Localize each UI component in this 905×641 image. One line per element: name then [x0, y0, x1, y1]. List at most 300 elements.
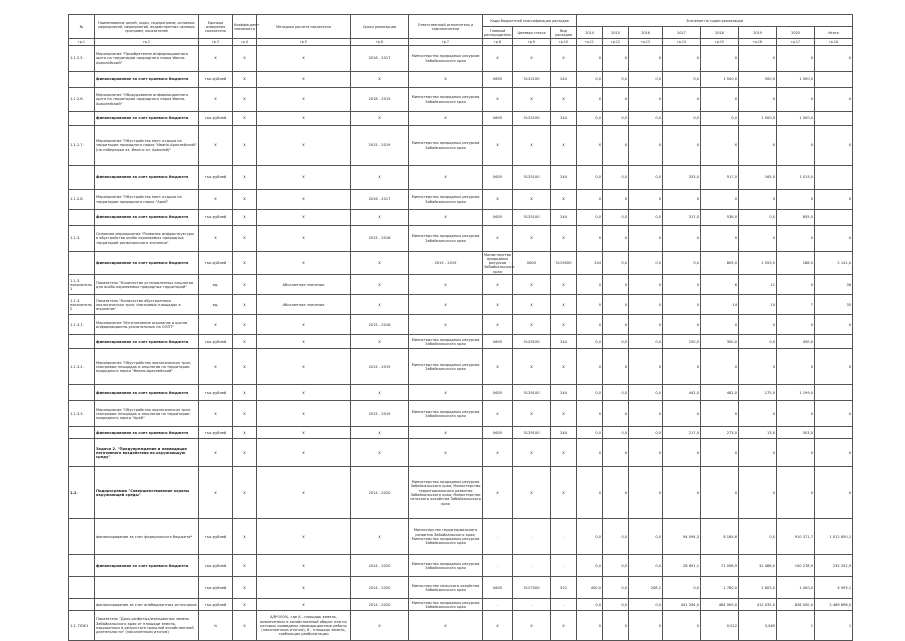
table-cell: 244: [551, 112, 577, 126]
header-name: Наименование целей, задач, подпрограмм, основных мероприятий, мероприятий, ведомственных целевых программ, показателей: [95, 15, 199, 39]
table-cell: 1.2. ПОК1: [69, 611, 95, 641]
table-cell: 2 489 898,0: [815, 599, 853, 611]
table-cell: 0,0: [603, 555, 629, 577]
table-cell: X: [739, 126, 777, 166]
column-number: гр.10: [551, 39, 577, 46]
table-cell: X: [603, 190, 629, 210]
table-cell: X: [483, 401, 513, 427]
table-row: [69, 385, 853, 401]
table-cell: X: [233, 88, 257, 112]
table-cell: 0: [603, 275, 629, 295]
table-cell: X: [233, 252, 257, 275]
table-cell: X: [257, 519, 351, 555]
column-number: гр.2: [95, 39, 199, 46]
table-cell: X: [199, 226, 233, 252]
table-cell: 0,0: [629, 112, 663, 126]
table-cell: 35: [815, 295, 853, 315]
header-term: Сроки реализации: [351, 15, 409, 39]
table-cell: X: [551, 439, 577, 467]
table-cell: [69, 427, 95, 439]
table-cell: 0605: [513, 252, 551, 275]
table-cell: 0,0: [629, 555, 663, 577]
table-row: [69, 295, 853, 315]
table-cell: X: [483, 190, 513, 210]
table-cell: 0,0: [603, 519, 629, 555]
table-cell: X: [701, 349, 739, 385]
table-cell: 1 500,0: [701, 72, 739, 88]
table-cell: X: [409, 275, 483, 295]
table-cell: 1.1.2.6.: [69, 88, 95, 112]
table-cell: X: [233, 439, 257, 467]
table-cell: X: [551, 401, 577, 427]
table-cell: X: [409, 72, 483, 88]
table-cell: [69, 519, 95, 555]
table-cell: X: [629, 88, 663, 112]
table-cell: -: [551, 599, 577, 611]
table-cell: X: [739, 439, 777, 467]
table-cell: X: [663, 401, 701, 427]
table-cell: X: [233, 555, 257, 577]
table-cell: -: [483, 599, 513, 611]
table-cell: тыс.рублей: [199, 166, 233, 190]
table-cell: [69, 335, 95, 349]
header-year-2014: 2014: [577, 27, 603, 39]
table-cell: 1 012 650,1: [815, 519, 853, 555]
table-cell: 5125100: [513, 210, 551, 226]
table-cell: тыс.рублей: [199, 210, 233, 226]
table-cell: X: [483, 439, 513, 467]
table-cell: X: [233, 126, 257, 166]
table-cell: X: [603, 315, 629, 335]
table-cell: 244: [551, 210, 577, 226]
table-cell: 2015 - 2019: [409, 252, 483, 275]
table-cell: 0605: [483, 427, 513, 439]
table-cell: X: [483, 88, 513, 112]
table-cell: 14: [701, 295, 739, 315]
table-cell: X: [233, 577, 257, 599]
table-cell: 0: [629, 295, 663, 315]
table-cell: 2016 - 2017: [351, 46, 409, 72]
table-cell: X: [233, 519, 257, 555]
column-number: гр.3: [199, 39, 233, 46]
table-cell: 333,0: [663, 166, 701, 190]
table-cell: X: [577, 315, 603, 335]
table-cell: X: [551, 295, 577, 315]
table-cell: 0: [663, 611, 701, 641]
table-cell: X: [513, 126, 551, 166]
table-cell: X: [739, 315, 777, 335]
column-number: гр.7: [409, 39, 483, 46]
table-cell: 0: [663, 295, 701, 315]
table-row: [69, 275, 853, 295]
table-cell: 1.2.: [69, 467, 95, 519]
table-cell: 0,0: [603, 166, 629, 190]
table-cell: X: [603, 46, 629, 72]
table-cell: Министерство природных ресурсов Забайкальского края: [409, 46, 483, 72]
table-cell: 0,0: [629, 519, 663, 555]
table-cell: 36: [815, 275, 853, 295]
table-cell: X: [351, 611, 409, 641]
table-cell: X: [739, 226, 777, 252]
table-cell: 826 000,0: [777, 599, 815, 611]
program-table: [68, 14, 853, 641]
table-row: [69, 166, 853, 190]
table-cell: 0,0: [739, 335, 777, 349]
table-cell: X: [663, 46, 701, 72]
table-cell: 517,0: [701, 166, 739, 190]
table-cell: X: [815, 401, 853, 427]
table-cell: X: [483, 349, 513, 385]
table-cell: 5125100: [513, 112, 551, 126]
table-cell: [69, 555, 95, 577]
table-cell: X: [663, 190, 701, 210]
table-cell: 0,0: [629, 599, 663, 611]
table-cell: X: [629, 46, 663, 72]
table-cell: Министерство природных ресурсов Забайкальского края: [409, 401, 483, 427]
table-cell: 0,0: [577, 335, 603, 349]
table-cell: 28 691,1: [663, 555, 701, 577]
table-cell: X: [603, 401, 629, 427]
table-cell: 14: [739, 295, 777, 315]
table-cell: X: [233, 611, 257, 641]
table-cell: 94 094,3: [663, 519, 701, 555]
table-cell: 300,0: [701, 335, 739, 349]
table-cell: X: [483, 295, 513, 315]
table-cell: Подпрограмма "Совершенствование охраны окружающей среды": [95, 467, 199, 519]
table-row: [69, 519, 853, 555]
table-cell: 244: [551, 335, 577, 349]
header-coef: Коэффициент значимости: [233, 15, 257, 39]
table-cell: тыс.рублей: [199, 112, 233, 126]
table-row: [69, 190, 853, 210]
table-cell: 6: [701, 275, 739, 295]
table-cell: X: [701, 226, 739, 252]
table-cell: 1.1.3.3.: [69, 401, 95, 427]
table-cell: 1.1.3.: [69, 226, 95, 252]
table-cell: X: [199, 349, 233, 385]
table-cell: Абсолютное значение: [257, 275, 351, 295]
table-cell: 188,0: [777, 252, 815, 275]
table-cell: X: [233, 166, 257, 190]
table-cell: X: [777, 88, 815, 112]
table-cell: X: [551, 88, 577, 112]
table-cell: 13,0: [739, 427, 777, 439]
column-number: гр.11: [577, 39, 603, 46]
table-cell: X: [663, 439, 701, 467]
table-cell: 0,0: [603, 599, 629, 611]
table-cell: X: [629, 349, 663, 385]
table-cell: Мероприятие "Обустройство мест отдыха на территории природного парка "Ивано-Арахлейский" (на побережье оз. Иван и оз. Арахлей)": [95, 126, 199, 166]
column-number: гр.17: [777, 39, 815, 46]
table-cell: X: [233, 226, 257, 252]
table-cell: Задача 2. "Предупреждение и ликвидация негативного воздействия на окружающую среду": [95, 439, 199, 467]
table-cell: 0605: [483, 335, 513, 349]
table-cell: X: [351, 252, 409, 275]
table-cell: 2016 - 2017: [351, 190, 409, 210]
table-cell: X: [257, 439, 351, 467]
table-cell: финансирование за счет краевого бюджета: [95, 166, 199, 190]
header-code-target: Целевая статья: [513, 27, 551, 39]
table-cell: 2018 - 2019: [351, 88, 409, 112]
table-cell: тыс.рублей: [199, 427, 233, 439]
table-cell: X: [257, 112, 351, 126]
table-cell: 1: [815, 611, 853, 641]
table-cell: 244: [551, 385, 577, 401]
table-cell: X: [351, 385, 409, 401]
table-row: [69, 599, 853, 611]
table-cell: 165,0: [739, 166, 777, 190]
table-cell: 500,0: [739, 72, 777, 88]
table-cell: 5125100: [513, 72, 551, 88]
table-cell: Показатель "Количество установленных аншлагов для особо охраняемых природных территорий": [95, 275, 199, 295]
table-cell: X: [257, 555, 351, 577]
table-cell: 1.1.2.5.: [69, 46, 95, 72]
table-cell: тыс.рублей: [199, 385, 233, 401]
table-cell: 32 486,0: [739, 555, 777, 577]
table-cell: 0,0: [663, 252, 701, 275]
table-cell: 0,012: [701, 611, 739, 641]
table-cell-empty: [815, 72, 853, 88]
table-cell: X: [257, 252, 351, 275]
table-cell: X: [257, 126, 351, 166]
table-cell: X: [577, 126, 603, 166]
header-year-2020: 2020: [777, 27, 815, 39]
table-cell: X: [629, 315, 663, 335]
table-cell: X: [603, 467, 629, 519]
table-cell: X: [351, 210, 409, 226]
table-cell: Министерство природных ресурсов Забайкальского края: [484, 252, 515, 274]
table-cell: 1 199,0: [777, 385, 815, 401]
table-cell: X: [577, 467, 603, 519]
table-cell: X: [701, 46, 739, 72]
table-cell: 0,0: [603, 385, 629, 401]
table-cell: тыс.рублей: [199, 599, 233, 611]
table-cell: 522: [551, 577, 577, 599]
table-cell: 1.1.3.2.: [69, 349, 95, 385]
table-cell: X: [257, 88, 351, 112]
table-cell: X: [409, 315, 483, 335]
table-cell: X: [199, 439, 233, 467]
table-cell: [69, 112, 95, 126]
table-cell: [69, 166, 95, 190]
table-cell: X: [233, 190, 257, 210]
table-cell: финансирование за счет краевого бюджета: [95, 335, 199, 349]
table-cell: X: [577, 349, 603, 385]
table-cell: X: [701, 401, 739, 427]
table-cell: 809,0: [701, 252, 739, 275]
table-cell-empty: [815, 335, 853, 349]
table-cell: финансирование за счет федерального бюджета*: [95, 519, 199, 555]
table-cell: 0,0: [603, 210, 629, 226]
table-cell: 317,0: [663, 210, 701, 226]
table-cell: 0: [663, 275, 701, 295]
table-cell: 1 500,0: [739, 112, 777, 126]
table-cell: X: [233, 295, 257, 315]
table-cell: X: [739, 467, 777, 519]
table-cell: 0: [629, 611, 663, 641]
table-cell: 244: [551, 427, 577, 439]
table-cell: ед.: [199, 295, 233, 315]
table-cell: А/В*100%, где А - площадь земель, вовлеченных в хозяйственный оборот или на которых проведены ликвидационные работы (накопленным итогом); В - площадь земель, требующих реабилитации: [257, 611, 351, 641]
table-cell: 5129000: [551, 252, 577, 275]
table-cell: 5129100: [513, 385, 551, 401]
table-cell: X: [551, 46, 577, 72]
table-cell: Министерство природных ресурсов Забайкальского края: [409, 555, 483, 577]
table-cell: 4 993,1: [815, 577, 853, 599]
table-cell: 11: [739, 275, 777, 295]
table-cell: X: [777, 401, 815, 427]
table-cell: X: [257, 467, 351, 519]
table-cell: 2015 - 2016: [351, 315, 409, 335]
table-cell: финансирование за счет краевого бюджета: [95, 427, 199, 439]
table-cell: X: [513, 226, 551, 252]
table-cell: 100 278,9: [777, 555, 815, 577]
table-cell: X: [409, 166, 483, 190]
table-cell: X: [603, 226, 629, 252]
table-cell: 5125100: [513, 166, 551, 190]
table-row: [69, 72, 853, 88]
table-cell: 910 371,7: [777, 519, 815, 555]
table-cell: X: [513, 611, 551, 641]
table-cell: X: [577, 46, 603, 72]
table-cell: 0605: [483, 210, 513, 226]
table-cell: [69, 577, 95, 599]
table-cell: X: [199, 315, 233, 335]
table-cell-empty: [815, 112, 853, 126]
table-cell: 442,0: [663, 385, 701, 401]
table-cell: 7: [777, 295, 815, 315]
table-cell: 0605: [483, 166, 513, 190]
table-cell: 538,0: [701, 210, 739, 226]
table-cell: ед.: [199, 275, 233, 295]
table-cell: 1 500,0: [777, 72, 815, 88]
table-cell: X: [663, 315, 701, 335]
table-cell: X: [815, 46, 853, 72]
table-cell: X: [513, 401, 551, 427]
header-year-2017: 2017: [663, 27, 701, 39]
table-cell: X: [777, 349, 815, 385]
table-cell: Министерство природных ресурсов Забайкальского края: [409, 126, 483, 166]
table-cell: X: [351, 72, 409, 88]
table-cell: 400,0: [577, 577, 603, 599]
table-cell: X: [483, 467, 513, 519]
table-cell: X: [815, 88, 853, 112]
table-cell: Основное мероприятие "Развитие инфраструктуры в обустройство особо охраняемых природных территорий регионального значения": [95, 226, 199, 252]
table-row: [69, 210, 853, 226]
table-cell: X: [701, 439, 739, 467]
table-cell: X: [233, 467, 257, 519]
table-cell: X: [483, 611, 513, 641]
table-cell: X: [257, 401, 351, 427]
table-cell: Министерство природных ресурсов Забайкальского края: [409, 190, 483, 210]
table-cell: X: [739, 46, 777, 72]
table-cell: 1 780,0: [701, 577, 739, 599]
table-cell: 0: [603, 295, 629, 315]
table-cell: 2015 - 2019: [351, 349, 409, 385]
table-cell: X: [701, 88, 739, 112]
table-cell: тыс.рублей: [199, 335, 233, 349]
table-cell: 0,0: [577, 519, 603, 555]
table-cell-empty: [815, 210, 853, 226]
table-cell: %: [199, 611, 233, 641]
table-cell: 1: [777, 611, 815, 641]
table-cell: 0,0: [629, 166, 663, 190]
table-cell: X: [351, 335, 409, 349]
header-total: Итого: [815, 27, 853, 39]
table-cell: 0,0: [577, 166, 603, 190]
header-year-2018: 2018: [701, 27, 739, 39]
table-row: [69, 577, 853, 599]
table-cell: 484 900,0: [701, 599, 739, 611]
column-number: гр.13: [629, 39, 663, 46]
table-cell: 1 605,0: [739, 577, 777, 599]
table-cell: 2015 - 2019: [351, 126, 409, 166]
table-cell: 0,0: [663, 72, 701, 88]
table-cell: X: [551, 315, 577, 335]
column-number-row: [69, 39, 853, 46]
header-values: Значение по годам реализации: [577, 15, 853, 27]
table-cell: 0,0: [577, 555, 603, 577]
table-cell: 1.1.3. показатель 2: [69, 295, 95, 315]
table-cell: [69, 385, 95, 401]
table-cell: 208,1: [629, 577, 663, 599]
table-cell: X: [483, 275, 513, 295]
column-number: гр.12: [603, 39, 629, 46]
table-cell: X: [577, 439, 603, 467]
table-cell: финансирование за счет краевого бюджета: [95, 555, 199, 577]
table-cell: X: [351, 439, 409, 467]
table-cell: 1.1.2.7.: [69, 126, 95, 166]
table-cell: 0,0: [577, 385, 603, 401]
table-cell: X: [257, 166, 351, 190]
table-cell: X: [603, 88, 629, 112]
table-cell: X: [513, 295, 551, 315]
header-num: №: [69, 15, 95, 39]
table-cell: X: [409, 112, 483, 126]
table-cell: 2015 - 2019: [351, 401, 409, 427]
table-cell: [69, 439, 95, 467]
table-cell: X: [551, 190, 577, 210]
table-cell: Мероприятие "Обустройство мест отдыха на территории природного парка "Арей": [95, 190, 199, 210]
table-cell: X: [629, 126, 663, 166]
table-cell: 0605: [483, 385, 513, 401]
table-cell: X: [257, 427, 351, 439]
table-cell: X: [351, 295, 409, 315]
table-cell: Министерство природных ресурсов Забайкальского края: [409, 349, 483, 385]
table-row: [69, 611, 853, 641]
table-cell: X: [233, 112, 257, 126]
table-cell: 2014 - 2020: [351, 577, 409, 599]
table-cell: 2 141,0: [815, 252, 853, 275]
table-cell: X: [577, 226, 603, 252]
header-year-2016: 2016: [629, 27, 663, 39]
table-cell: 855,0: [777, 210, 815, 226]
table-cell: финансирование за счет краевого бюджета: [95, 252, 199, 275]
table-row: [69, 226, 853, 252]
table-cell: финансирование за счет краевого бюджета: [95, 112, 199, 126]
table-cell: 2014 - 2020: [351, 467, 409, 519]
table-cell: 1.1.2.8.: [69, 190, 95, 210]
table-cell: X: [257, 210, 351, 226]
table-cell: X: [815, 439, 853, 467]
table-cell: X: [663, 126, 701, 166]
table-cell: X: [257, 599, 351, 611]
table-cell: [95, 577, 199, 599]
table-row: [69, 46, 853, 72]
table-cell: X: [629, 467, 663, 519]
table-cell: X: [351, 112, 409, 126]
table-row: [69, 401, 853, 427]
